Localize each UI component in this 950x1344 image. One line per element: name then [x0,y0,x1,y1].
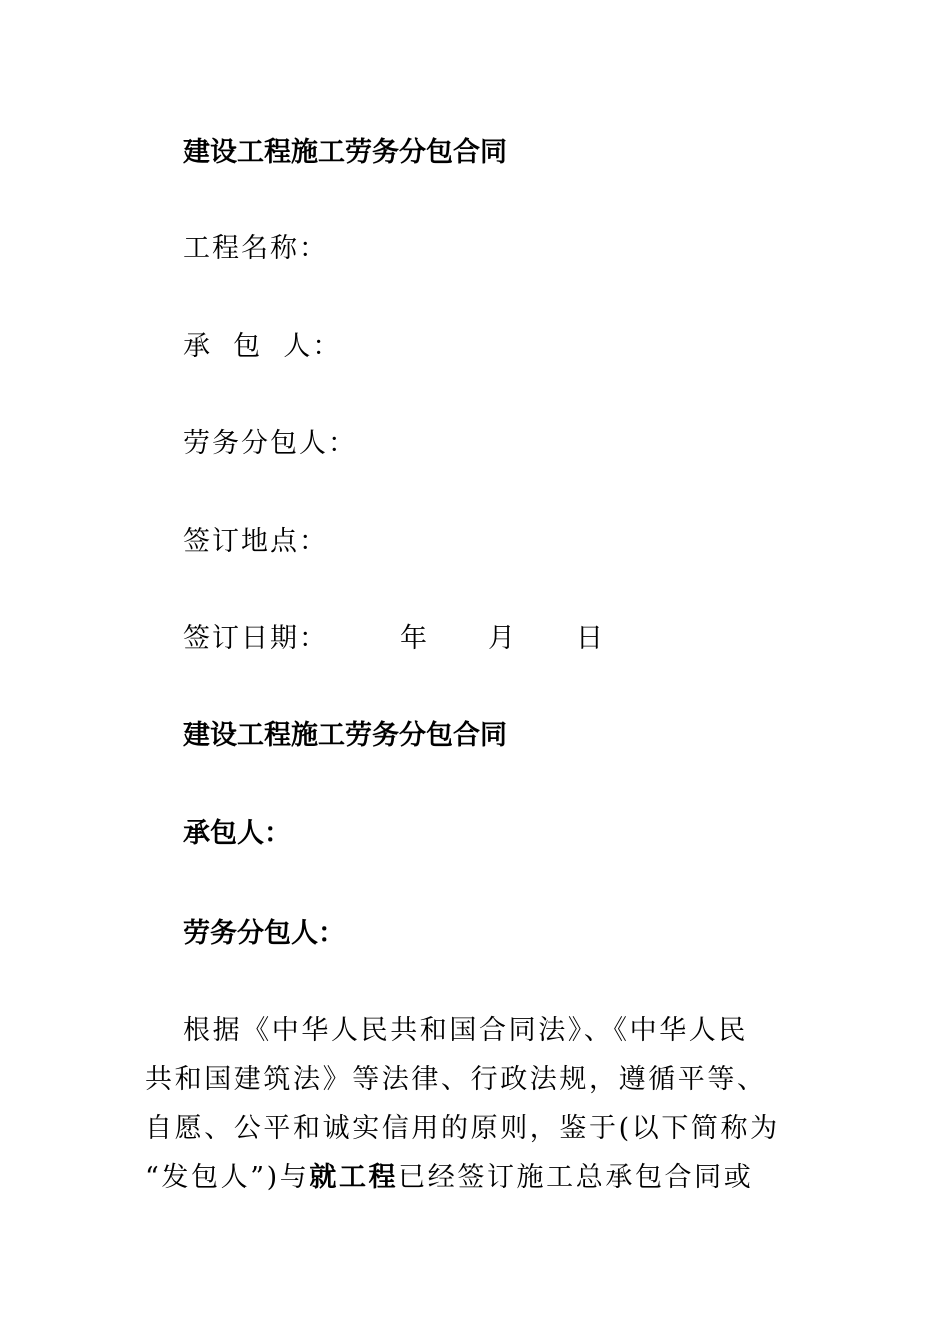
sign-date-label: 签订日期： [183,623,328,654]
intro-paragraph [145,1006,795,1202]
sign-place-label: 签订地点： [183,526,328,557]
paragraph-line-2: 共和国建筑法》等法律、行政法规，遵循平等、 [145,1064,767,1095]
paragraph-line-4 [145,1153,795,1202]
body-contractor-label: 承包人： [183,818,291,849]
paragraph-line-4-end: 已经签订施工总承包合同或 [398,1162,754,1193]
contractor-label: 承 包 人： [183,331,342,362]
project-name-label: 工程名称： [183,233,328,264]
subcontractor-label: 劳务分包人： [183,428,357,459]
sign-date-month: 月 [488,623,517,654]
sign-date-day: 日 [576,623,605,654]
paragraph-line-4-start: “发包人”)与 [145,1162,310,1193]
paragraph-line-4-bold: 就工程 [309,1162,399,1193]
paragraph-line-1: 根据《中华人民共和国合同法》、《中华人民 [183,1015,748,1046]
body-title: 建设工程施工劳务分包合同 [183,720,507,751]
cover-title: 建设工程施工劳务分包合同 [183,137,507,168]
sign-date-row [183,621,605,657]
sign-date-year: 年 [400,623,429,654]
body-subcontractor-label: 劳务分包人： [183,918,345,949]
paragraph-line-3: 自愿、公平和诚实信用的原则，鉴于(以下简称为 [145,1113,780,1144]
